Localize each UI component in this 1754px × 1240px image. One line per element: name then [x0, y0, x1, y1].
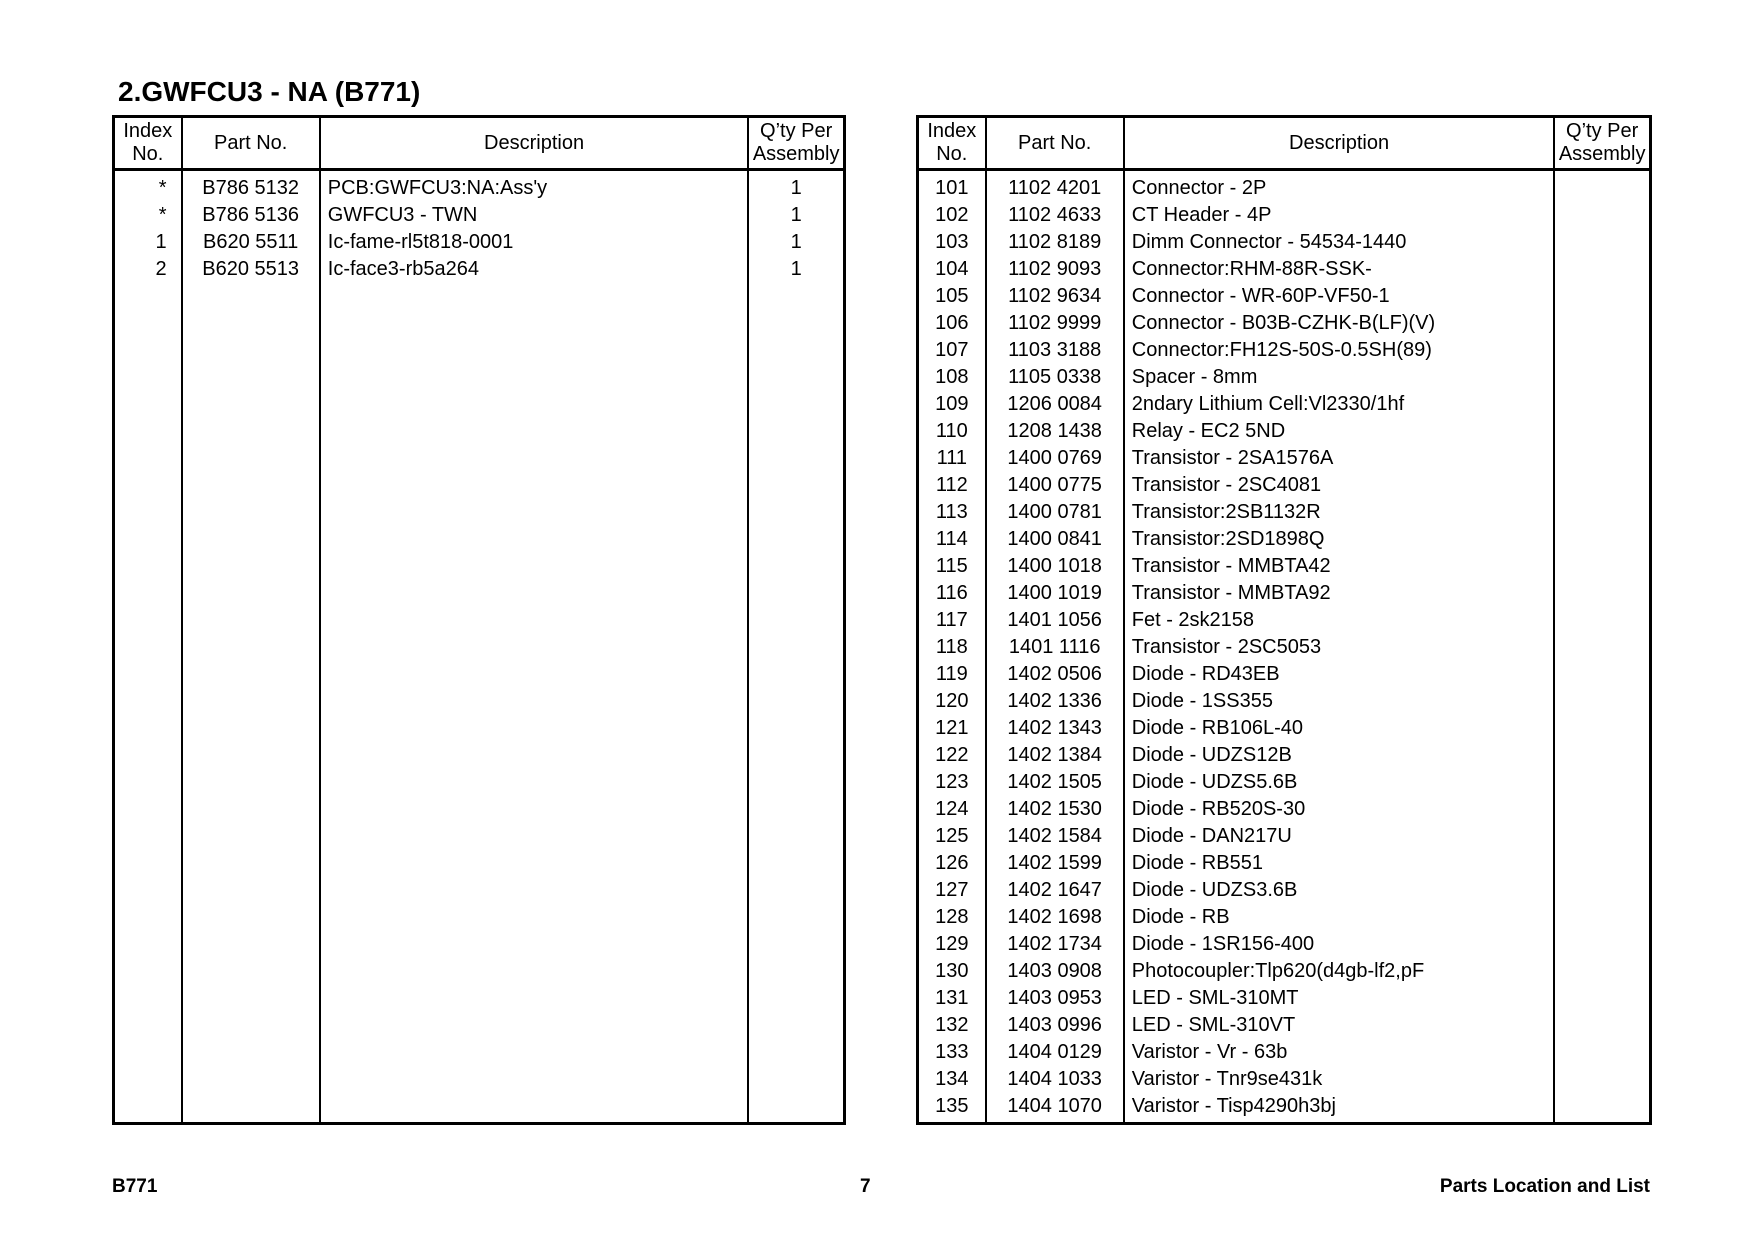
index-header [918, 117, 986, 170]
description-cell: Connector - 2P [1124, 170, 1555, 203]
qty-cell [1554, 283, 1650, 310]
index-cell: 110 [918, 418, 986, 445]
table-row [918, 553, 1651, 580]
index-cell: 103 [918, 229, 986, 256]
table-row [918, 499, 1651, 526]
qty-cell [1554, 170, 1650, 203]
description-cell: Connector:RHM-88R-SSK- [1124, 256, 1555, 283]
part-number-cell: 1102 8189 [986, 229, 1124, 256]
qty-header [748, 117, 844, 170]
index-cell: 121 [918, 715, 986, 742]
table-row [918, 364, 1651, 391]
part-number-cell: 1402 1530 [986, 796, 1124, 823]
table-row [918, 1093, 1651, 1120]
qty-cell [1554, 661, 1650, 688]
table-row [918, 985, 1651, 1012]
index-cell: 120 [918, 688, 986, 715]
filler-cell [182, 283, 320, 1124]
table-row [918, 1039, 1651, 1066]
table-row [918, 445, 1651, 472]
part-number-cell: 1402 0506 [986, 661, 1124, 688]
qty-cell [1554, 877, 1650, 904]
table-row [918, 229, 1651, 256]
qty-cell [1554, 580, 1650, 607]
part-number-cell: 1400 0775 [986, 472, 1124, 499]
index-cell: 132 [918, 1012, 986, 1039]
qty-header [1554, 117, 1650, 170]
filler-cell [918, 1120, 986, 1124]
part-number-cell: 1404 0129 [986, 1039, 1124, 1066]
qty-cell [1554, 796, 1650, 823]
table-row [918, 904, 1651, 931]
index-header-label: Index No. [927, 120, 977, 165]
qty-cell [1554, 931, 1650, 958]
index-cell: 113 [918, 499, 986, 526]
index-header-label: Index No. [123, 120, 173, 165]
table-row [918, 283, 1651, 310]
qty-cell [1554, 202, 1650, 229]
table-row [918, 877, 1651, 904]
index-cell: 122 [918, 742, 986, 769]
qty-cell [1554, 1093, 1650, 1120]
description-cell: GWFCU3 - TWN [320, 202, 749, 229]
description-cell: Diode - UDZS5.6B [1124, 769, 1555, 796]
table-row [918, 1012, 1651, 1039]
description-cell: Fet - 2sk2158 [1124, 607, 1555, 634]
index-cell: 124 [918, 796, 986, 823]
qty-cell [1554, 1039, 1650, 1066]
index-cell: 125 [918, 823, 986, 850]
index-cell: 105 [918, 283, 986, 310]
qty-cell [1554, 688, 1650, 715]
part-number-cell: B620 5511 [182, 229, 320, 256]
qty-cell [1554, 850, 1650, 877]
index-cell: 2 [114, 256, 182, 283]
parts-table-left [112, 115, 846, 1125]
description-cell: PCB:GWFCU3:NA:Ass'y [320, 170, 749, 203]
part-number-cell: 1102 9634 [986, 283, 1124, 310]
description-cell: Transistor - MMBTA92 [1124, 580, 1555, 607]
qty-cell [1554, 472, 1650, 499]
qty-cell [1554, 229, 1650, 256]
index-cell: 107 [918, 337, 986, 364]
index-cell: 114 [918, 526, 986, 553]
footer-section-title: Parts Location and List [1439, 1176, 1650, 1197]
qty-cell: 1 [748, 256, 844, 283]
part-number-header: Part No. [182, 117, 320, 170]
index-cell: 118 [918, 634, 986, 661]
part-number-header: Part No. [986, 117, 1124, 170]
table-row [918, 769, 1651, 796]
qty-header-label: Q’ty Per Assembly [1558, 120, 1646, 165]
index-cell: 133 [918, 1039, 986, 1066]
qty-cell [1554, 256, 1650, 283]
qty-cell [1554, 1012, 1650, 1039]
part-number-cell: 1401 1056 [986, 607, 1124, 634]
table-row [918, 202, 1651, 229]
description-header: Description [1124, 117, 1555, 170]
table-filler-row [114, 283, 845, 1124]
table-header-row [918, 117, 1651, 170]
part-number-cell: 1206 0084 [986, 391, 1124, 418]
part-number-cell: 1102 4201 [986, 170, 1124, 203]
part-number-cell: 1400 0781 [986, 499, 1124, 526]
description-cell: 2ndary Lithium Cell:Vl2330/1hf [1124, 391, 1555, 418]
part-number-cell: 1400 0841 [986, 526, 1124, 553]
table-row [918, 580, 1651, 607]
part-number-cell: 1402 1599 [986, 850, 1124, 877]
description-cell: Diode - 1SR156-400 [1124, 931, 1555, 958]
qty-cell [1554, 742, 1650, 769]
qty-cell [1554, 769, 1650, 796]
index-cell: 115 [918, 553, 986, 580]
part-number-cell: 1402 1698 [986, 904, 1124, 931]
table-row [918, 796, 1651, 823]
table-row [918, 310, 1651, 337]
part-number-cell: 1401 1116 [986, 634, 1124, 661]
table-row [114, 229, 845, 256]
index-cell: 116 [918, 580, 986, 607]
index-cell: 134 [918, 1066, 986, 1093]
index-cell: 109 [918, 391, 986, 418]
index-cell: 112 [918, 472, 986, 499]
description-cell: Diode - RB [1124, 904, 1555, 931]
index-cell: 104 [918, 256, 986, 283]
description-cell: Transistor - 2SC5053 [1124, 634, 1555, 661]
filler-cell [320, 283, 749, 1124]
description-cell: Transistor:2SD1898Q [1124, 526, 1555, 553]
table-row [918, 256, 1651, 283]
qty-cell: 1 [748, 229, 844, 256]
part-number-cell: 1102 4633 [986, 202, 1124, 229]
description-cell: Connector - B03B-CZHK-B(LF)(V) [1124, 310, 1555, 337]
qty-cell [1554, 499, 1650, 526]
parts-table-left-body [114, 170, 845, 1124]
index-cell: 111 [918, 445, 986, 472]
part-number-cell: 1402 1647 [986, 877, 1124, 904]
part-number-cell: 1402 1384 [986, 742, 1124, 769]
description-cell: Varistor - Tnr9se431k [1124, 1066, 1555, 1093]
part-number-cell: B786 5136 [182, 202, 320, 229]
description-cell: Diode - UDZS3.6B [1124, 877, 1555, 904]
filler-cell [748, 283, 844, 1124]
part-number-cell: 1400 0769 [986, 445, 1124, 472]
table-row [918, 634, 1651, 661]
table-row [918, 391, 1651, 418]
part-number-cell: 1403 0953 [986, 985, 1124, 1012]
description-cell: Dimm Connector - 54534-1440 [1124, 229, 1555, 256]
qty-cell [1554, 553, 1650, 580]
part-number-cell: 1402 1336 [986, 688, 1124, 715]
index-cell: 127 [918, 877, 986, 904]
description-cell: Connector - WR-60P-VF50-1 [1124, 283, 1555, 310]
footer-page-number: 7 [860, 1176, 871, 1197]
description-cell: Diode - RB106L-40 [1124, 715, 1555, 742]
description-cell: LED - SML-310VT [1124, 1012, 1555, 1039]
table-row [918, 1066, 1651, 1093]
description-cell: Transistor - 2SA1576A [1124, 445, 1555, 472]
table-row [918, 526, 1651, 553]
table-row [918, 850, 1651, 877]
description-cell: Varistor - Vr - 63b [1124, 1039, 1555, 1066]
table-row [114, 202, 845, 229]
description-cell: LED - SML-310MT [1124, 985, 1555, 1012]
table-row [918, 931, 1651, 958]
description-header: Description [320, 117, 749, 170]
parts-table-right [916, 115, 1652, 1125]
qty-cell [1554, 607, 1650, 634]
part-number-cell: 1402 1343 [986, 715, 1124, 742]
index-cell: 106 [918, 310, 986, 337]
description-cell: Transistor:2SB1132R [1124, 499, 1555, 526]
part-number-cell: 1403 0996 [986, 1012, 1124, 1039]
part-number-cell: B786 5132 [182, 170, 320, 203]
description-cell: Ic-fame-rl5t818-0001 [320, 229, 749, 256]
qty-cell [1554, 364, 1650, 391]
index-cell: 102 [918, 202, 986, 229]
qty-cell [1554, 1066, 1650, 1093]
description-cell: Ic-face3-rb5a264 [320, 256, 749, 283]
qty-cell [1554, 418, 1650, 445]
part-number-cell: 1400 1019 [986, 580, 1124, 607]
part-number-cell: 1102 9093 [986, 256, 1124, 283]
table-row [918, 715, 1651, 742]
description-cell: CT Header - 4P [1124, 202, 1555, 229]
part-number-cell: 1400 1018 [986, 553, 1124, 580]
qty-cell [1554, 715, 1650, 742]
table-row [918, 337, 1651, 364]
index-cell: 126 [918, 850, 986, 877]
qty-cell [1554, 526, 1650, 553]
table-row [918, 958, 1651, 985]
qty-header-label: Q’ty Per Assembly [752, 120, 840, 165]
description-cell: Diode - RB551 [1124, 850, 1555, 877]
table-row [918, 607, 1651, 634]
description-cell: Connector:FH12S-50S-0.5SH(89) [1124, 337, 1555, 364]
index-cell: 131 [918, 985, 986, 1012]
description-cell: Photocoupler:Tlp620(d4gb-lf2,pF [1124, 958, 1555, 985]
description-cell: Diode - RB520S-30 [1124, 796, 1555, 823]
part-number-cell: 1102 9999 [986, 310, 1124, 337]
index-cell: 123 [918, 769, 986, 796]
filler-cell [1554, 1120, 1650, 1124]
qty-cell [1554, 958, 1650, 985]
description-cell: Diode - DAN217U [1124, 823, 1555, 850]
part-number-cell: 1403 0908 [986, 958, 1124, 985]
part-number-cell: 1402 1505 [986, 769, 1124, 796]
description-cell: Transistor - 2SC4081 [1124, 472, 1555, 499]
index-cell: 119 [918, 661, 986, 688]
description-cell: Varistor - Tisp4290h3bj [1124, 1093, 1555, 1120]
qty-cell: 1 [748, 202, 844, 229]
index-cell: * [114, 202, 182, 229]
qty-cell [1554, 985, 1650, 1012]
filler-cell [114, 283, 182, 1124]
description-cell: Spacer - 8mm [1124, 364, 1555, 391]
description-cell: Diode - RD43EB [1124, 661, 1555, 688]
index-cell: 128 [918, 904, 986, 931]
qty-cell [1554, 310, 1650, 337]
table-row [918, 823, 1651, 850]
index-cell: * [114, 170, 182, 203]
table-row [114, 170, 845, 203]
filler-cell [1124, 1120, 1555, 1124]
qty-cell [1554, 445, 1650, 472]
table-filler-row [918, 1120, 1651, 1124]
table-row [918, 742, 1651, 769]
part-number-cell: 1103 3188 [986, 337, 1124, 364]
index-cell: 117 [918, 607, 986, 634]
table-row [918, 472, 1651, 499]
part-number-cell: 1404 1033 [986, 1066, 1124, 1093]
index-header [114, 117, 182, 170]
index-cell: 135 [918, 1093, 986, 1120]
page-title: 2.GWFCU3 - NA (B771) [118, 76, 421, 107]
part-number-cell: 1105 0338 [986, 364, 1124, 391]
table-row [918, 688, 1651, 715]
part-number-cell: 1402 1584 [986, 823, 1124, 850]
description-cell: Diode - 1SS355 [1124, 688, 1555, 715]
qty-cell [1554, 904, 1650, 931]
index-cell: 1 [114, 229, 182, 256]
table-row [918, 661, 1651, 688]
qty-cell [1554, 391, 1650, 418]
description-cell: Diode - UDZS12B [1124, 742, 1555, 769]
part-number-cell: 1402 1734 [986, 931, 1124, 958]
part-number-cell: B620 5513 [182, 256, 320, 283]
index-cell: 101 [918, 170, 986, 203]
table-row [114, 256, 845, 283]
filler-cell [986, 1120, 1124, 1124]
description-cell: Transistor - MMBTA42 [1124, 553, 1555, 580]
index-cell: 129 [918, 931, 986, 958]
index-cell: 108 [918, 364, 986, 391]
qty-cell: 1 [748, 170, 844, 203]
index-cell: 130 [918, 958, 986, 985]
table-header-row [114, 117, 845, 170]
table-row [918, 170, 1651, 203]
qty-cell [1554, 634, 1650, 661]
table-row [918, 418, 1651, 445]
parts-table-right-body [918, 170, 1651, 1124]
footer-model: B771 [112, 1176, 158, 1197]
part-number-cell: 1404 1070 [986, 1093, 1124, 1120]
qty-cell [1554, 337, 1650, 364]
qty-cell [1554, 823, 1650, 850]
description-cell: Relay - EC2 5ND [1124, 418, 1555, 445]
part-number-cell: 1208 1438 [986, 418, 1124, 445]
